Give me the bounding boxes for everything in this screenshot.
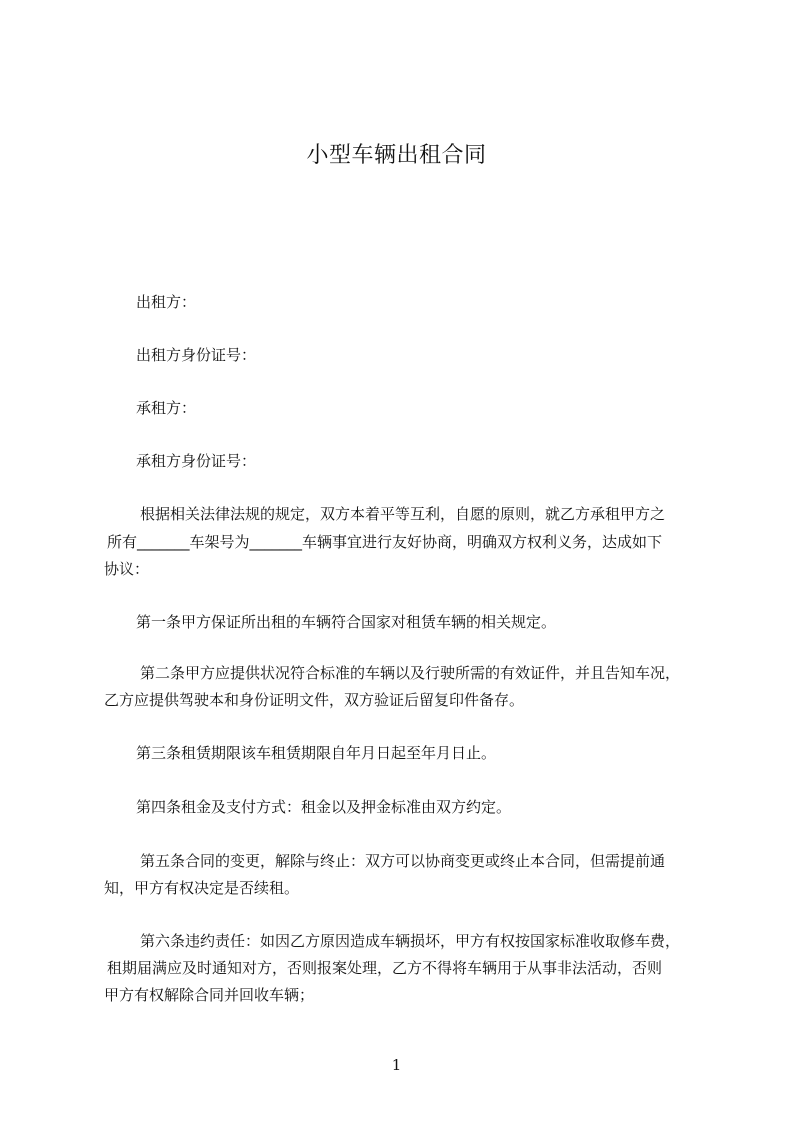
article-4-line-1: 第四条租金及支付方式：租金以及押金标准由双方约定。 bbox=[136, 798, 512, 816]
article-6-line-2: 租期届满应及时通知对方，否则报案处理，乙方不得将车辆用于从事非法活动，否则 bbox=[107, 959, 663, 977]
article-3-line-1: 第三条租赁期限该车租赁期限自年月日起至年月日止。 bbox=[136, 744, 497, 762]
article-1-line-1: 第一条甲方保证所出租的车辆符合国家对租赁车辆的相关规定。 bbox=[136, 613, 557, 631]
lessor-field: 出租方： bbox=[136, 293, 197, 311]
article-6-line-1: 第六条违约责任：如因乙方原因造成车辆损坏，甲方有权按国家标准收取修车费， bbox=[140, 932, 681, 950]
lessee-field: 承租方： bbox=[136, 399, 197, 417]
intro-line-1: 根据相关法律法规的规定，双方本着平等互利，自愿的原则，就乙方承租甲方之 bbox=[140, 505, 666, 523]
article-6-line-3: 甲方有权解除合同并回收车辆； bbox=[104, 986, 315, 1004]
lessor-id-field: 出租方身份证号： bbox=[136, 346, 257, 364]
article-2-line-2: 乙方应提供驾驶本和身份证明文件，双方验证后留复印件备存。 bbox=[104, 691, 525, 709]
article-5-line-1: 第五条合同的变更，解除与终止：双方可以协商变更或终止本合同，但需提前通 bbox=[140, 852, 666, 870]
intro-line-2: 所有_______车架号为_______车辆事宜进行友好协商，明确双方权利义务，达成如下 bbox=[107, 533, 663, 551]
article-5-line-2: 知，甲方有权决定是否续租。 bbox=[104, 879, 300, 897]
page-number: 1 bbox=[391, 1056, 402, 1074]
lessee-id-field: 承租方身份证号： bbox=[136, 452, 257, 470]
document-title: 小型车辆出租合同 bbox=[306, 143, 487, 168]
intro-line-3: 协议： bbox=[104, 560, 150, 578]
article-2-line-1: 第二条甲方应提供状况符合标准的车辆以及行驶所需的有效证件，并且告知车况， bbox=[140, 664, 681, 682]
